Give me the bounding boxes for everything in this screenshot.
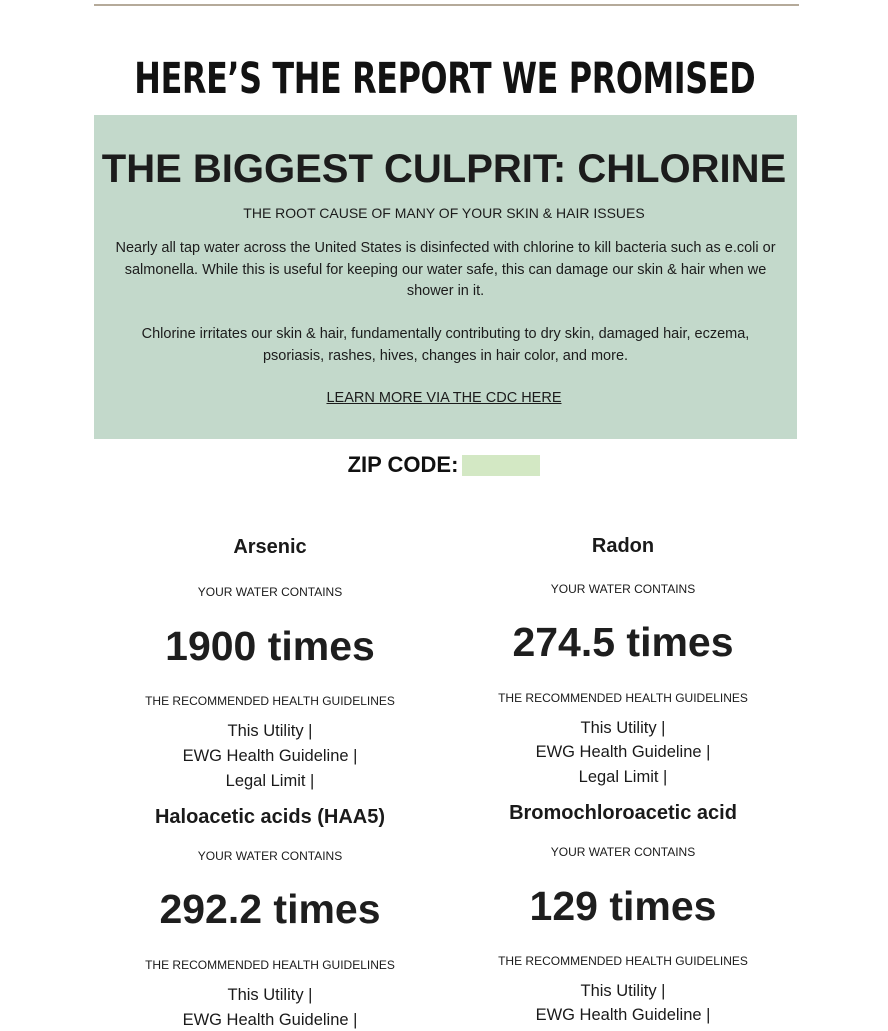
guidelines-label: THE RECOMMENDED HEALTH GUIDELINES xyxy=(498,954,748,968)
contains-label: YOUR WATER CONTAINS xyxy=(550,582,696,596)
contaminant-name: Bromochloroacetic acid xyxy=(509,802,737,824)
legal-limit-line: Legal Limit | xyxy=(578,768,668,786)
culprit-subtitle: THE ROOT CAUSE OF MANY OF YOUR SKIN & HAIR ISSUES xyxy=(243,205,645,221)
ewg-guideline-line: EWG Health Guideline | xyxy=(535,1006,711,1024)
contains-label: YOUR WATER CONTAINS xyxy=(197,849,343,863)
times-value: 1900 times xyxy=(165,623,375,669)
legal-limit-line: Legal Limit | xyxy=(225,772,315,790)
this-utility-line: This Utility | xyxy=(580,982,666,1000)
cdc-learn-more-link[interactable]: LEARN MORE VIA THE CDC HERE xyxy=(326,390,562,406)
contaminant-name: Haloacetic acids (HAA5) xyxy=(154,806,386,828)
times-value: 274.5 times xyxy=(512,619,734,665)
guidelines-label: THE RECOMMENDED HEALTH GUIDELINES xyxy=(145,958,395,972)
contains-label: YOUR WATER CONTAINS xyxy=(197,585,343,599)
zip-code-label: ZIP CODE: xyxy=(347,452,459,477)
contaminant-name: Radon xyxy=(591,535,655,557)
times-value: 129 times xyxy=(529,883,717,929)
culprit-paragraph-irritation: Chlorine irritates our skin & hair, fundamentally contributing to dry skin, damaged hair, eczema, psoriasis, rashes, hives, changes in hair color, and more. xyxy=(141,326,750,364)
this-utility-line: This Utility | xyxy=(580,719,666,737)
culprit-paragraph-disinfection: Nearly all tap water across the United States is disinfected with chlorine to kill bacteria such as e.coli or salmonella. While this is useful for keeping our water safe, this can damage our skin & hair when we shower in it. xyxy=(115,240,776,299)
page-headline: HERE’S THE REPORT WE PROMISED xyxy=(134,54,756,104)
contaminant-card-bromochloroacetic-acid xyxy=(443,0,803,1024)
culprit-title: THE BIGGEST CULPRIT: CHLORINE xyxy=(101,147,787,191)
contains-label: YOUR WATER CONTAINS xyxy=(550,845,696,859)
this-utility-line: This Utility | xyxy=(227,986,313,1004)
times-value: 292.2 times xyxy=(159,886,381,932)
guidelines-label: THE RECOMMENDED HEALTH GUIDELINES xyxy=(145,694,395,708)
guidelines-label: THE RECOMMENDED HEALTH GUIDELINES xyxy=(498,691,748,705)
ewg-guideline-line: EWG Health Guideline | xyxy=(182,1011,358,1029)
contaminant-card-haa5 xyxy=(90,0,450,1029)
ewg-guideline-line: EWG Health Guideline | xyxy=(535,743,711,761)
ewg-guideline-line: EWG Health Guideline | xyxy=(182,747,358,765)
this-utility-line: This Utility | xyxy=(227,722,313,740)
contaminant-name: Arsenic xyxy=(233,536,307,558)
